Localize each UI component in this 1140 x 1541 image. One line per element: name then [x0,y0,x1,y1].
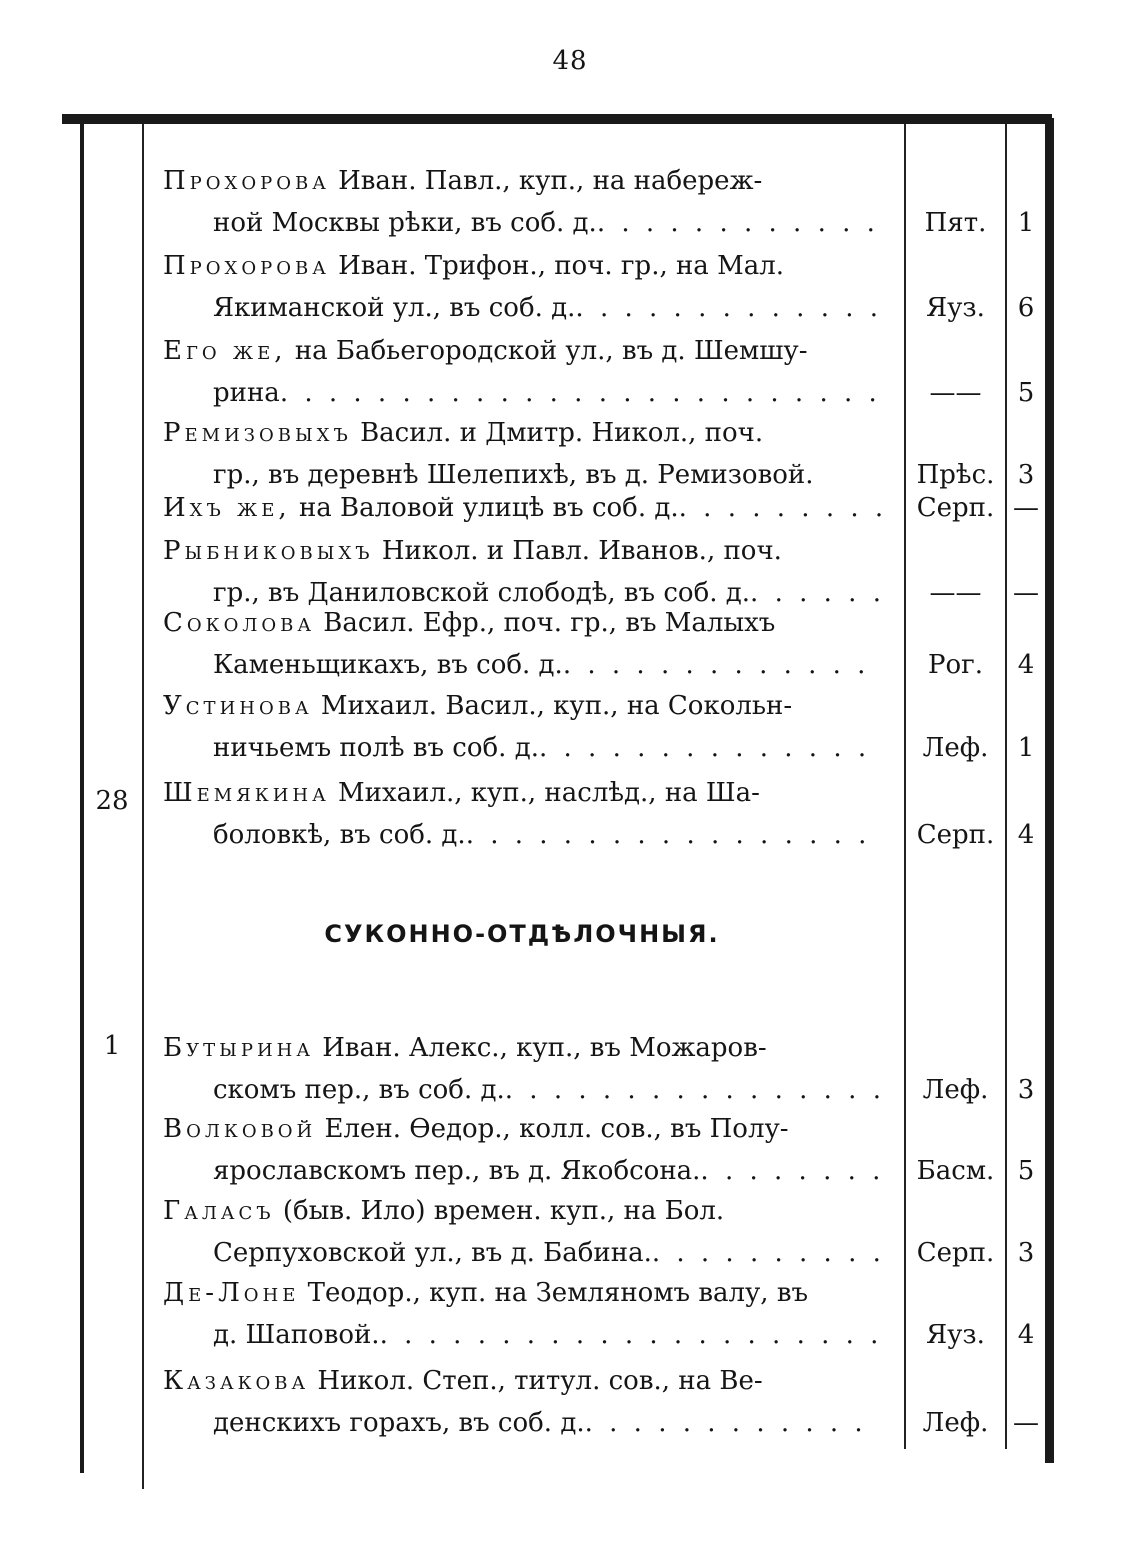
entry-district: Серп. [916,1238,995,1268]
entry-text-cont: рина [213,378,280,408]
entry-name: Бутырина [163,1033,314,1063]
entry-text: Иван. Алекс., куп., въ Можаров- [322,1033,767,1063]
entry-house: 1 [1017,208,1035,238]
entry-text-cont: Якиманской ул., въ соб. д. [213,293,576,323]
entry-house: — [1013,578,1039,608]
entry-district: Леф. [922,1075,989,1105]
entry-district: Серп. [916,493,995,523]
entry-district: Прѣс. [916,460,995,490]
entry-name: Прохорова [163,251,330,281]
entry-district: Яуз. [926,1320,985,1350]
entry-district: Яуз. [926,293,985,323]
leader-dots [539,727,881,769]
leader-dots [597,202,881,244]
leader-dots [575,287,881,329]
entry-text: Елен. Ѳедор., колл. сов., въ Полу- [324,1114,789,1144]
leader-dots [585,1402,881,1444]
entry-text: Михаил. Васил., куп., на Сокольн- [320,691,793,721]
entry-name: Рыбниковыхъ [163,536,374,566]
leader-dots [700,1150,881,1192]
entry-text-cont: скомъ пер., въ соб. д. [213,1075,505,1105]
entry-house: 3 [1017,1075,1035,1105]
entry-name: Устинова [163,691,313,721]
leader-dots [505,1069,881,1111]
entry-name: Прохорова [163,166,330,196]
entry-district: Басм. [916,1156,995,1186]
entry-district: Пят. [924,208,987,238]
top-double-rule [62,114,1052,124]
entry-house: 4 [1017,650,1035,680]
entry-district: —— [929,578,982,608]
leader-dots [652,1232,881,1274]
entry-text: Васил. и Дмитр. Никол., поч. [360,418,764,448]
entry-district: Серп. [916,820,995,850]
entry-text: Иван. Павл., куп., на набереж- [338,166,763,196]
entry-name: Волковой [163,1114,317,1144]
entry-house: — [1013,1408,1039,1438]
leader-dots [563,644,881,686]
entry-text-cont: ничьемъ полѣ въ соб. д. [213,733,539,763]
entry-text-cont: гр., въ деревнѣ Шелепихѣ, въ д. Ремизовой. [213,460,814,490]
row-number: 28 [95,786,129,816]
entry-text-cont: ярославскомъ пер., въ д. Якобсона. [213,1156,701,1186]
entry-name: Шемякина [163,778,330,808]
entry-district: Рог. [927,650,984,680]
entry-text: Никол. Степ., титул. сов., на Ве- [317,1366,763,1396]
entry-text: Васил. Ефр., поч. гр., въ Малыхъ [323,608,776,638]
entry-house: 5 [1017,378,1035,408]
entry-name: Его же, [163,336,287,366]
entry-house: 3 [1017,1238,1035,1268]
entry-text: Никол. и Павл. Иванов., поч. [381,536,782,566]
entry-text-cont: гр., въ Даниловской слободѣ, въ соб. д. [213,578,751,608]
leader-dots [280,372,881,414]
entry-name: Ихъ же, [163,493,291,523]
entry-house: 5 [1017,1156,1035,1186]
leader-dots [679,487,881,529]
entry-name: Ремизовыхъ [163,418,352,448]
entry-district: —— [929,378,982,408]
entry-text: на Бабьегородской ул., въ д. Шемшу- [294,336,808,366]
entry-text-cont: денскихъ горахъ, въ соб. д. [213,1408,585,1438]
entry-text: Иван. Трифон., поч. гр., на Мал. [338,251,784,281]
entry-name: Казакова [163,1366,310,1396]
entry-house: 3 [1017,460,1035,490]
entry-district: Леф. [922,1408,989,1438]
frame-right-border [1045,118,1054,1463]
page-number: 48 [552,46,588,76]
entry-text-cont: Каменьщикахъ, въ соб. д. [213,650,563,680]
entry-house: 6 [1017,293,1035,323]
entry-text: Теодор., куп. на Земляномъ валу, въ [307,1278,809,1308]
entry-text-cont: Серпуховской ул., въ д. Бабина. [213,1238,652,1268]
entry-house: 4 [1017,820,1035,850]
entry-text-cont: ной Москвы рѣки, въ соб. д. [213,208,597,238]
entry-text-cont: боловкѣ, въ соб. д. [213,820,466,850]
entry-district: Леф. [922,733,989,763]
entry-house: 1 [1017,733,1035,763]
entry-house: 4 [1017,1320,1035,1350]
entry-house: — [1013,493,1039,523]
entry-text: на Валовой улицѣ въ соб. д. [298,493,679,523]
entry-text: Михаил., куп., наслѣд., на Ша- [338,778,760,808]
row-number: 1 [103,1031,121,1061]
entry-text-cont: д. Шаповой. [213,1320,380,1350]
entry-name: Соколова [163,608,315,638]
column-divider-number [142,124,144,1489]
leader-dots [466,814,881,856]
section-title: СУКОННО-ОТДѢЛОЧНЫЯ. [324,920,720,948]
entry-text: (быв. Ило) времен. куп., на Бол. [282,1196,725,1226]
entry-name: Де-Лоне [163,1278,300,1308]
entry-name: Галасъ [163,1196,275,1226]
leader-dots [380,1314,881,1356]
